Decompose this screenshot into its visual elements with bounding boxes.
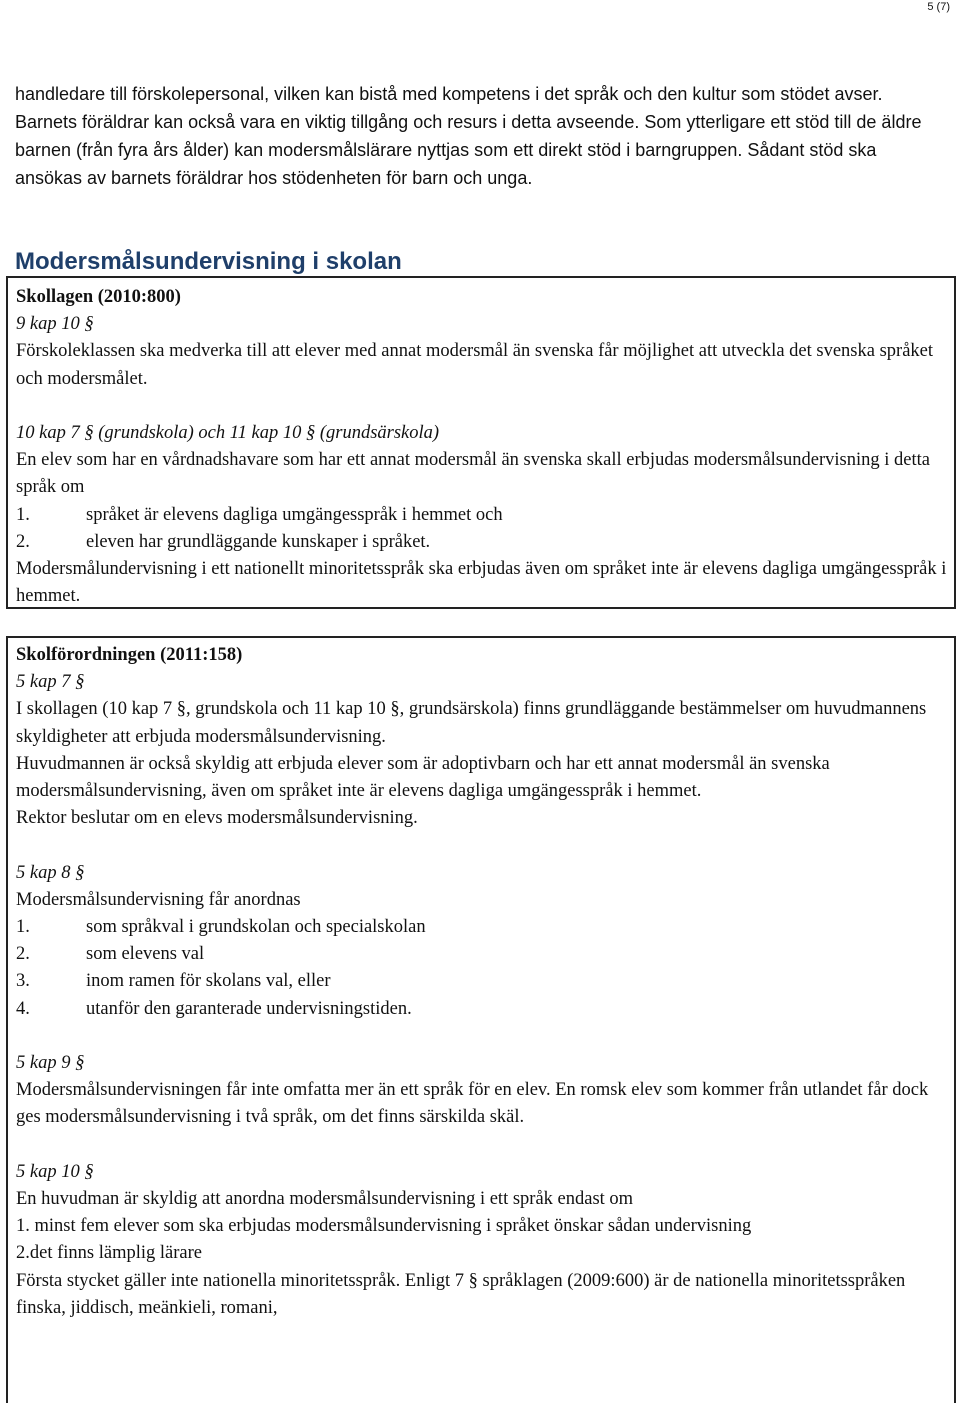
list-text: som språkval i grundskolan och specialskolan (86, 917, 426, 938)
spacer (16, 393, 954, 420)
list-text: som elevens val (86, 944, 205, 965)
list-item (16, 914, 954, 941)
paragraph: Modersmålsundervisningen får inte omfatta mer än ett språk för en elev. En romsk elev som kommer från utlandet får dock ges modersmålsundervisning i två språk, om det finns särskilda skäl. (16, 1080, 929, 1128)
list-number: 2. (16, 944, 30, 965)
list-item: 1. minst fem elever som ska erbjudas modersmålsundervisning i språket önskar sådan undervisning (16, 1216, 752, 1237)
section-ref: 5 kap 9 § (16, 1053, 85, 1074)
section-ref: 5 kap 10 § (16, 1161, 94, 1182)
spacer (16, 832, 954, 859)
list-item (16, 996, 954, 1023)
paragraph: En huvudman är skyldig att anordna modersmålsundervisning i ett språk endast om (16, 1189, 634, 1210)
list-number: 1. (16, 504, 30, 525)
page-number: 5 (7) (927, 1, 950, 13)
list-text: utanför den garanterade undervisningstiden. (86, 998, 412, 1019)
intro-text: handledare till förskolepersonal, vilken kan bistå med kompetens i det språk och den kultur som stödet avser. Barnets föräldrar kan också vara en viktig tillgång och resurs i detta avseende. Som ytterligare ett stöd till de äldre barnen (från fyra års ålder) kan modersmålslärare nyttjas som ett direkt stöd i barngruppen. Sådant stöd ska ansökas av barnets föräldrar hos stödenheten för barn och unga. (15, 84, 922, 188)
spacer (16, 1023, 954, 1050)
paragraph: En elev som har en vårdnadshavare som har ett annat modersmål än svenska skall erbjudas modersmålsundervisning i detta språk om (16, 450, 930, 498)
list-item (16, 502, 954, 529)
list-item (16, 941, 954, 968)
skollagen-box (6, 276, 956, 609)
list-number: 4. (16, 998, 30, 1019)
paragraph: Rektor beslutar om en elevs modersmålsundervisning. (16, 808, 418, 829)
list-item: 2.det finns lämplig lärare (16, 1243, 202, 1264)
list-number: 2. (16, 531, 30, 552)
list-item (16, 529, 954, 556)
list-text: eleven har grundläggande kunskaper i språket. (86, 531, 431, 552)
paragraph: Modersmålundervisning i ett nationellt minoritetsspråk ska erbjudas även om språket inte är elevens dagliga umgängesspråk i hemmet. (16, 559, 947, 607)
skolforordningen-box (6, 636, 956, 1403)
section-ref: 10 kap 7 § (grundskola) och 11 kap 10 § (grundsärskola) (16, 423, 440, 443)
list-text: språket är elevens dagliga umgängesspråk i hemmet och (86, 504, 503, 525)
paragraph: Modersmålsundervisning får anordnas (16, 889, 301, 910)
section-heading: Modersmålsundervisning i skolan (15, 248, 402, 275)
list-number: 3. (16, 971, 30, 992)
section-ref: 9 kap 10 § (16, 314, 94, 335)
list-number: 1. (16, 917, 30, 938)
law-title: Skolförordningen (2011:158) (16, 645, 243, 665)
paragraph: Första stycket gäller inte nationella minoritetsspråk. Enligt 7 § språklagen (2009:600) är de nationella minoritetsspråken finska, jiddisch, meänkieli, romani, (16, 1270, 906, 1318)
paragraph: Förskoleklassen ska medverka till att elever med annat modersmål än svenska får möjlighet att utveckla det svenska språket och modersmålet. (16, 341, 934, 389)
paragraph: Huvudmannen är också skyldig att erbjuda elever som är adoptivbarn och har ett annat modersmål än svenska modersmålsundervisning, även om språket inte är elevens dagliga umgängesspråk i hemmet. (16, 753, 830, 802)
list-text: inom ramen för skolans val, eller (86, 971, 331, 992)
spacer (16, 1132, 954, 1159)
section-ref: 5 kap 8 § (16, 862, 85, 883)
law-title: Skollagen (2010:800) (16, 287, 181, 307)
section-ref: 5 kap 7 § (16, 672, 85, 693)
intro-paragraph (15, 80, 945, 192)
paragraph: I skollagen (10 kap 7 §, grundskola och 11 kap 10 §, grundsärskola) finns grundläggande bestämmelser om huvudmannens skyldigheter att erbjuda modersmålsundervisning. (16, 699, 927, 747)
list-item (16, 968, 954, 995)
